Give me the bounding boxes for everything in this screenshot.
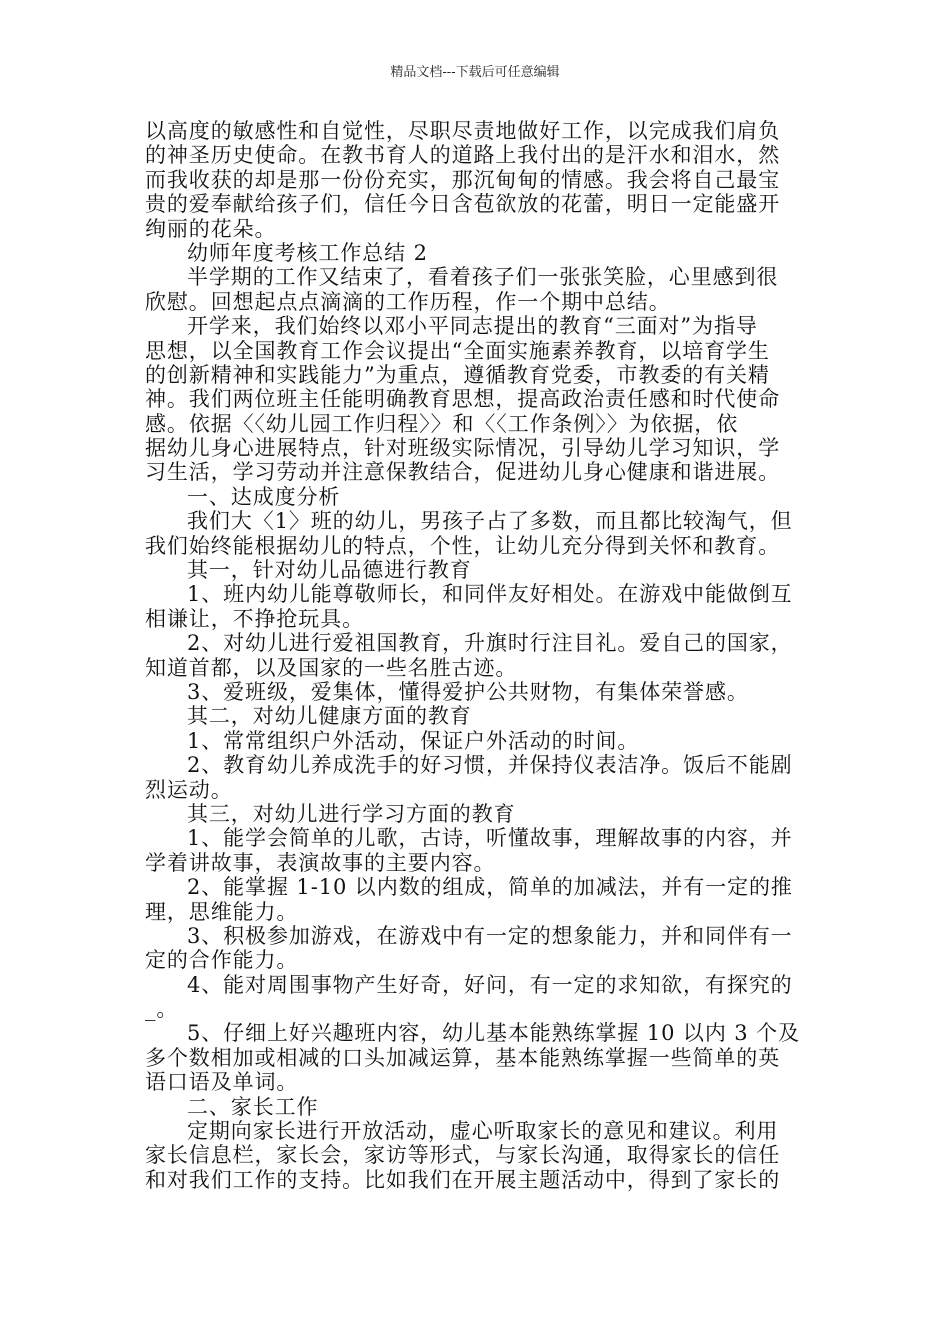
text-line: 多个数相加或相减的口头加减运算，基本能熟练掌握一些简单的英 [145, 1045, 781, 1070]
text-line: 和对我们工作的支持。比如我们在开展主题活动中，得到了家长的 [145, 1167, 781, 1192]
text-line: 习生活，学习劳动并注意保教结合，促进幼儿身心健康和谐进展。 [145, 460, 781, 485]
text-line: 1、班内幼儿能尊敬师长，和同伴友好相处。在游戏中能做倒互 [187, 582, 793, 607]
text-line: 一、达成度分析 [187, 484, 341, 509]
text-line: 神。我们两位班主任能明确教育思想，提高政治责任感和时代使命 [145, 387, 781, 412]
text-line: 2、能掌握 1-10 以内数的组成，简单的加减法，并有一定的推 [187, 875, 793, 900]
text-line: 贵的爱奉献给孩子们，信任今日含苞欲放的花蕾，明日一定能盛开 [145, 192, 781, 217]
text-line: 2、对幼儿进行爱祖国教育，升旗时行注目礼。爱自己的国家， [187, 631, 793, 656]
text-line: 欣慰。回想起点点滴滴的工作历程，作一个期中总结。 [145, 289, 671, 314]
text-line: 感。依据〈〈幼儿园工作归程〉〉和〈〈工作条例〉〉为依据，依 [145, 411, 739, 436]
text-line: 5、仔细上好兴趣班内容，幼儿基本能熟练掌握 10 以内 3 个及 [187, 1021, 800, 1046]
text-line: 开学来，我们始终以邓小平同志提出的教育“三面对”为指导 [187, 314, 758, 339]
text-line: 烈运动。 [145, 777, 233, 802]
text-line: 定的合作能力。 [145, 948, 299, 973]
text-line: 半学期的工作又结束了，看着孩子们一张张笑脸，心里感到很 [187, 265, 779, 290]
document-body [145, 119, 810, 1192]
text-line: 知道首都，以及国家的一些名胜古迹。 [145, 655, 518, 680]
text-line: 其三，对幼儿进行学习方面的教育 [187, 801, 516, 826]
text-line: 其一，针对幼儿品德进行教育 [187, 558, 472, 583]
text-line: 相谦让，不挣抢玩具。 [145, 606, 364, 631]
page-header: 精品文档---下载后可任意编辑 [390, 65, 560, 80]
text-line: 定期向家长进行开放活动，虚心听取家长的意见和建议。利用 [187, 1119, 779, 1144]
text-line: 我们大〈1〉班的幼儿，男孩子占了多数，而且都比较淘气，但 [187, 509, 793, 534]
text-line: 而我收获的却是那一份份充实，那沉甸甸的情感。我会将自己最宝 [145, 167, 781, 192]
text-line: 我们始终能根据幼儿的特点，个性，让幼儿充分得到关怀和教育。 [145, 533, 781, 558]
text-line: 3、积极参加游戏，在游戏中有一定的想象能力，并和同伴有一 [187, 923, 793, 948]
text-line: 绚丽的花朵。 [145, 216, 277, 241]
text-line: 的神圣历史使命。在教书育人的道路上我付出的是汗水和泪水，然 [145, 143, 781, 168]
text-line: 思想，以全国教育工作会议提出“全面实施素养教育，以培育学生 [145, 338, 770, 363]
text-line: 学着讲故事，表演故事的主要内容。 [145, 850, 496, 875]
text-line: 的创新精神和实践能力”为重点，遵循教育党委，市教委的有关精 [145, 362, 770, 387]
text-line: 以高度的敏感性和自觉性，尽职尽责地做好工作，以完成我们肩负 [145, 119, 781, 143]
text-line: 据幼儿身心进展特点，针对班级实际情况，引导幼儿学习知识，学 [145, 436, 781, 461]
text-line: 理，思维能力。 [145, 899, 299, 924]
text-line: 4、能对周围事物产生好奇，好问，有一定的求知欲，有探究的 [187, 972, 793, 997]
text-line: 二、家长工作 [187, 1094, 319, 1119]
text-line: 语口语及单词。 [145, 1070, 299, 1095]
text-line: 幼师年度考核工作总结 2 [187, 240, 428, 265]
text-line: 其二，对幼儿健康方面的教育 [187, 704, 472, 729]
text-line: 家长信息栏，家长会，家访等形式，与家长沟通，取得家长的信任 [145, 1143, 781, 1168]
text-line: 1、常常组织户外活动，保证户外活动的时间。 [187, 728, 640, 753]
text-line: 1、能学会简单的儿歌，古诗，听懂故事，理解故事的内容，并 [187, 826, 793, 851]
text-line: 2、教育幼儿养成洗手的好习惯，并保持仪表洁净。饭后不能剧 [187, 753, 793, 778]
text-line: _。 [145, 997, 179, 1022]
text-line: 3、爱班级，爱集体，懂得爱护公共财物，有集体荣誉感。 [187, 679, 749, 704]
